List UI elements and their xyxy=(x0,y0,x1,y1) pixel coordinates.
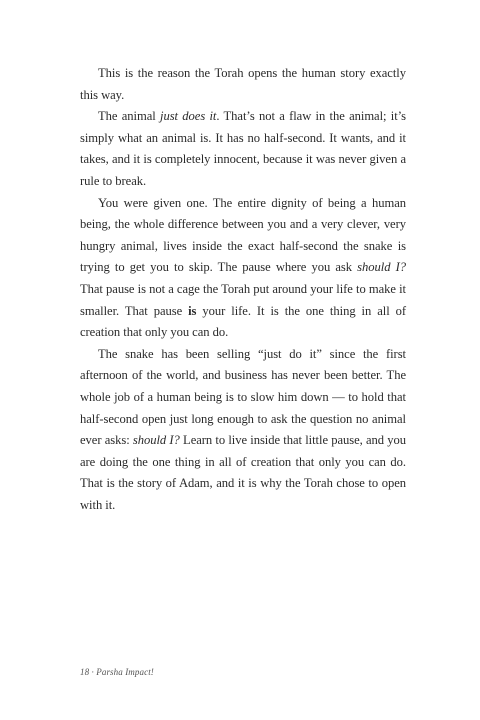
paragraph-text: This is the reason the Torah opens the human story exactly this way. xyxy=(80,66,406,102)
paragraph xyxy=(80,344,406,517)
paragraph-text: That pause is not a cage the Torah put around your life to make it smaller. That pause xyxy=(80,281,406,318)
bold-word: is xyxy=(188,303,197,318)
italic-phrase: just does it xyxy=(160,109,217,124)
page-footer xyxy=(80,667,154,677)
paragraph-text: your life. It is the one thing in all of creation that only you can do. xyxy=(80,303,406,340)
paragraph-text: The snake has been selling “just do it” since the first afternoon of the world, and business has never been better. The whole job of a human being is to slow him down — to hold that half-second open just long enough to ask the question no animal ever asks: xyxy=(80,346,406,448)
italic-phrase: should I? xyxy=(132,433,180,448)
paragraph-text: Learn to live inside that little pause, and you are doing the one thing in all of creation that only you can do. That is the story of Adam, and it is why the Torah chose to open with it. xyxy=(80,433,406,512)
italic-phrase: should I? xyxy=(357,260,406,275)
paragraph-text: The animal xyxy=(98,109,160,124)
paragraph-text: . That’s not a flaw in the animal; it’s simply what an animal is. It has no half-second. It wants, and it takes, and it is completely innocent, because it was never given a rule to break. xyxy=(80,109,406,188)
paragraph xyxy=(80,63,406,106)
page-body xyxy=(80,63,406,516)
paragraph xyxy=(80,106,406,192)
paragraph xyxy=(80,193,406,344)
paragraph-text: You were given one. The entire dignity of being a human being, the whole difference between you and a very clever, very hungry animal, lives inside the exact half-second the snake is trying to get you to skip. The pause where you ask xyxy=(80,195,406,275)
page-number-label: 18 · Parsha Impact! xyxy=(80,667,154,677)
